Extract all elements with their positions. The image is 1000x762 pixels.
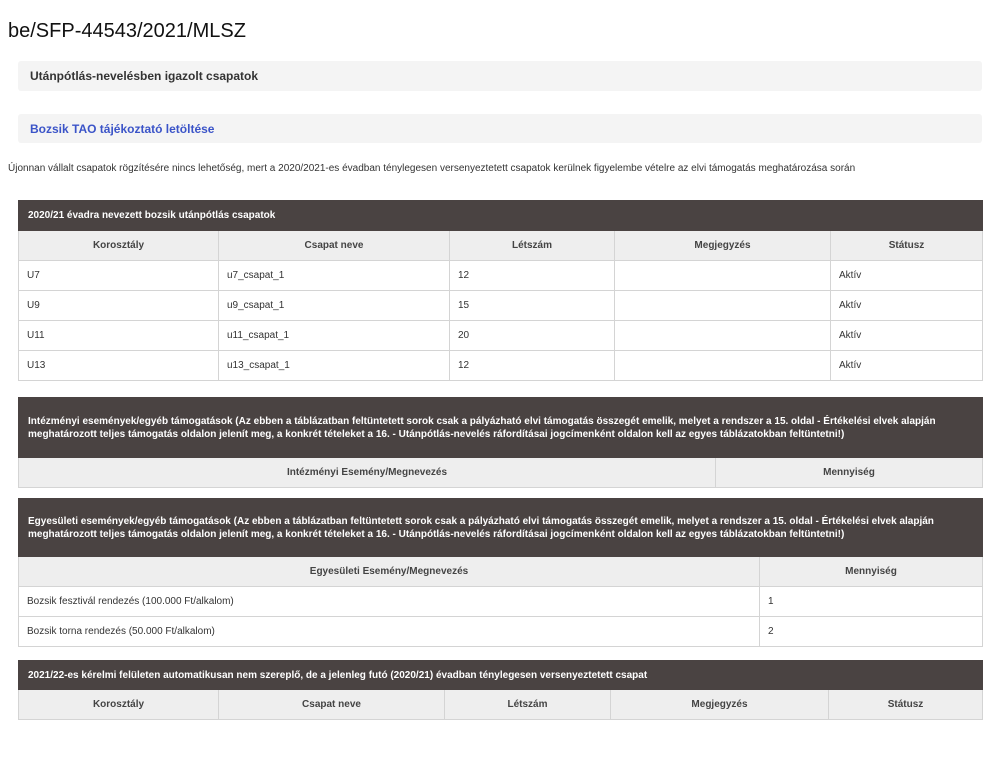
info-note: Újonnan vállalt csapatok rögzítésére nincs lehetőség, mert a 2020/2021-es évadban ténylegesen versenyeztetett csapatok kerülnek figyelembe vételre az elvi támogatás meghatározása során [8,163,856,174]
table-row [19,587,983,617]
missing-table-header [19,661,983,690]
table-cell [615,261,831,291]
table-row [19,321,983,351]
column-header: Mennyiség [716,458,983,488]
teams-table [18,200,983,381]
column-header: Korosztály [19,690,219,720]
table-cell: U11 [19,321,219,351]
club-table-header [19,499,983,557]
table-cell: u7_csapat_1 [219,261,450,291]
table-cell: Aktív [831,351,983,381]
institutional-column-headers [19,458,983,488]
table-row [19,261,983,291]
table-row [19,291,983,321]
table-cell: 20 [450,321,615,351]
table-cell: Bozsik fesztivál rendezés (100.000 Ft/alkalom) [19,587,760,617]
missing-table-title: 2021/22-es kérelmi felületen automatikusan nem szereplő, de a jelenleg futó (2020/21) évadban ténylegesen versenyeztetett csapat [19,661,983,690]
club-table-title: Egyesületi események/egyéb támogatások (Az ebben a táblázatban feltüntetett sorok csak a pályázható elvi támogatás összegét emelik, melyet a rendszer a 15. oldal - Értékelési elvek alapján meghatározott teljes támogatás oldalon jelenít meg, a konkrét tételeket a 16. - Utánpótlás-nevelés ráfordításai jogcímenként oldalon kell az egyes táblázatokban feltüntetni!) [19,499,983,557]
column-header: Létszám [450,231,615,261]
table-cell: u13_csapat_1 [219,351,450,381]
table-cell: 12 [450,351,615,381]
teams-table-title: 2020/21 évadra nevezett bozsik utánpótlás csapatok [19,201,983,231]
table-row [19,351,983,381]
teams-table-header [19,201,983,231]
table-cell [615,321,831,351]
table-cell: 2 [760,617,983,647]
institutional-table-title: Intézményi események/egyéb támogatások (Az ebben a táblázatban feltüntetett sorok csak a pályázható elvi támogatás összegét emelik, melyet a rendszer a 15. oldal - Értékelési elvek alapján meghatározott teljes támogatás oldalon jelenít meg, a konkrét tételeket a 16. - Utánpótlás-nevelés ráfordításai jogcímenként oldalon kell az egyes táblázatokban feltüntetni!) [19,398,983,458]
table-cell [615,291,831,321]
column-header: Létszám [445,690,611,720]
club-column-headers [19,557,983,587]
table-cell: u9_csapat_1 [219,291,450,321]
missing-teams-table [18,660,983,720]
verified-teams-panel [18,61,982,91]
column-header: Korosztály [19,231,219,261]
column-header: Csapat neve [219,690,445,720]
column-header: Egyesületi Esemény/Megnevezés [19,557,760,587]
verified-teams-label: Utánpótlás-nevelésben igazolt csapatok [30,69,259,83]
bozsik-tao-download-link[interactable]: Bozsik TAO tájékoztató letöltése [30,121,215,136]
table-cell: Aktív [831,261,983,291]
column-header: Mennyiség [760,557,983,587]
table-cell: U7 [19,261,219,291]
table-cell: U9 [19,291,219,321]
column-header: Státusz [831,231,983,261]
table-cell: u11_csapat_1 [219,321,450,351]
table-cell [615,351,831,381]
table-row [19,617,983,647]
institutional-events-table [18,397,983,488]
column-header: Státusz [829,690,983,720]
institutional-table-header [19,398,983,458]
table-cell: Aktív [831,321,983,351]
column-header: Megjegyzés [615,231,831,261]
download-panel [18,114,982,143]
column-header: Megjegyzés [611,690,829,720]
club-events-table [18,498,983,647]
teams-column-headers [19,231,983,261]
column-header: Intézményi Esemény/Megnevezés [19,458,716,488]
page-title: be/SFP-44543/2021/MLSZ [8,20,246,42]
table-cell: Bozsik torna rendezés (50.000 Ft/alkalom) [19,617,760,647]
table-cell: Aktív [831,291,983,321]
table-cell: 15 [450,291,615,321]
table-cell: U13 [19,351,219,381]
table-cell: 12 [450,261,615,291]
missing-column-headers [19,690,983,720]
table-cell: 1 [760,587,983,617]
column-header: Csapat neve [219,231,450,261]
